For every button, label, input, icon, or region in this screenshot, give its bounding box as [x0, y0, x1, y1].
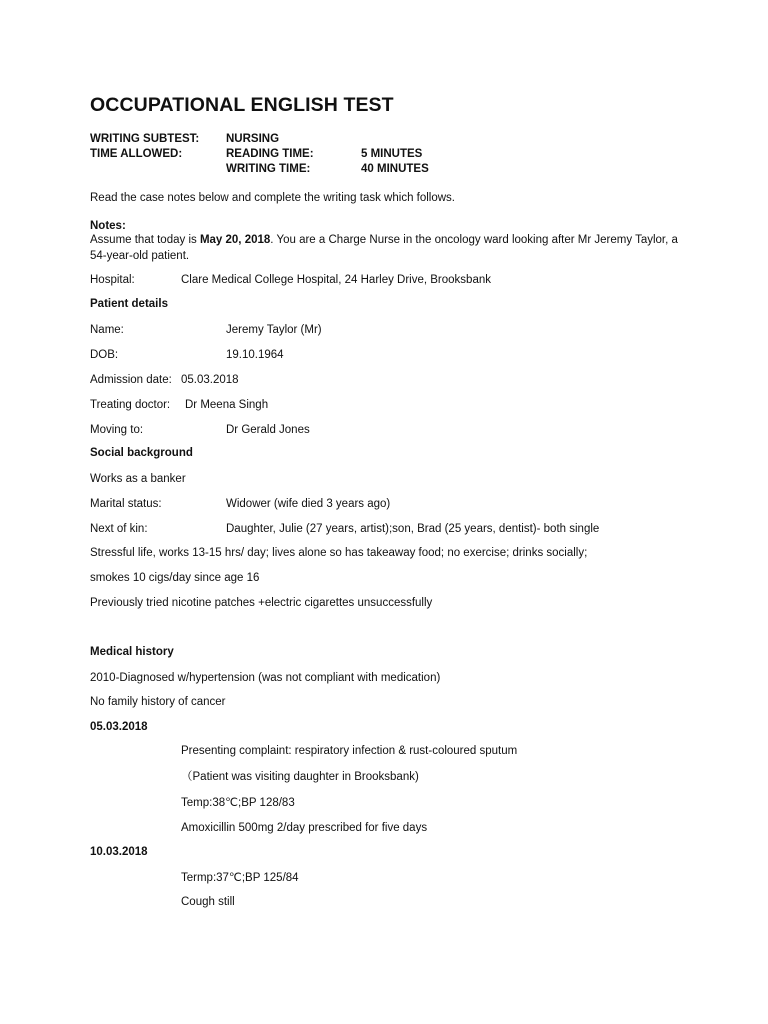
lifestyle-line-1: Stressful life, works 13-15 hrs/ day; lives alone so has takeaway food; no exercise; drinks socially;	[90, 547, 588, 559]
hospital-value: Clare Medical College Hospital, 24 Harley Drive, Brooksbank	[181, 274, 491, 286]
dob-label: DOB:	[90, 349, 119, 361]
reading-time-value: 5 MINUTES	[361, 148, 423, 160]
medical-history-heading: Medical history	[90, 646, 174, 658]
patient-details-heading: Patient details	[90, 298, 168, 310]
next-of-kin-label: Next of kin:	[90, 523, 148, 535]
moving-to-value: Dr Gerald Jones	[226, 424, 310, 436]
entry-2-line-2: Cough still	[181, 896, 235, 908]
entry-2-line-1: Termp:37℃;BP 125/84	[181, 872, 299, 884]
social-background-heading: Social background	[90, 447, 193, 459]
hospital-label: Hospital:	[90, 274, 135, 286]
writing-time-label: WRITING TIME:	[226, 163, 311, 175]
entry-1-line-4: Amoxicillin 500mg 2/day prescribed for five days	[181, 822, 428, 834]
name-value: Jeremy Taylor (Mr)	[226, 324, 322, 336]
notes-intro-prefix: Assume that today is	[90, 234, 200, 246]
notes-intro	[90, 233, 690, 264]
treating-doctor-label: Treating doctor:	[90, 399, 171, 411]
admission-date-label: Admission date:	[90, 374, 172, 386]
entry-1-line-1: Presenting complaint: respiratory infection & rust-coloured sputum	[181, 745, 518, 757]
lifestyle-line-3: Previously tried nicotine patches +electric cigarettes unsuccessfully	[90, 597, 433, 609]
instructions-text: Read the case notes below and complete the writing task which follows.	[90, 192, 456, 204]
dob-value: 19.10.1964	[226, 349, 284, 361]
medical-history-item-2: No family history of cancer	[90, 696, 226, 708]
marital-status-label: Marital status:	[90, 498, 162, 510]
entry-date-2: 10.03.2018	[90, 846, 148, 858]
lifestyle-line-2: smokes 10 cigs/day since age 16	[90, 572, 260, 584]
writing-subtest-label: WRITING SUBTEST:	[90, 133, 200, 145]
notes-heading: Notes:	[90, 220, 126, 232]
time-allowed-label: TIME ALLOWED:	[90, 148, 183, 160]
document-title: OCCUPATIONAL ENGLISH TEST	[90, 94, 394, 116]
occupation-text: Works as a banker	[90, 473, 186, 485]
next-of-kin-value: Daughter, Julie (27 years, artist);son, Brad (25 years, dentist)- both single	[226, 523, 600, 535]
entry-1-line-3: Temp:38℃;BP 128/83	[181, 797, 295, 809]
medical-history-item-1: 2010-Diagnosed w/hypertension (was not compliant with medication)	[90, 672, 441, 684]
name-label: Name:	[90, 324, 124, 336]
marital-status-value: Widower (wife died 3 years ago)	[226, 498, 391, 510]
moving-to-label: Moving to:	[90, 424, 144, 436]
writing-time-value: 40 MINUTES	[361, 163, 429, 175]
admission-date-value: 05.03.2018	[181, 374, 239, 386]
notes-intro-suffix: . You are a Charge Nurse in the oncology ward looking after Mr Jeremy Taylor, a 54-year-old patient.	[90, 234, 678, 262]
notes-intro-date: May 20, 2018	[199, 234, 271, 246]
reading-time-label: READING TIME:	[226, 148, 314, 160]
entry-1-line-2: （Patient was visiting daughter in Brooksbank)	[181, 771, 419, 783]
entry-date-1: 05.03.2018	[90, 721, 148, 733]
writing-subtest-value: NURSING	[226, 133, 280, 145]
treating-doctor-value: Dr Meena Singh	[185, 399, 269, 411]
